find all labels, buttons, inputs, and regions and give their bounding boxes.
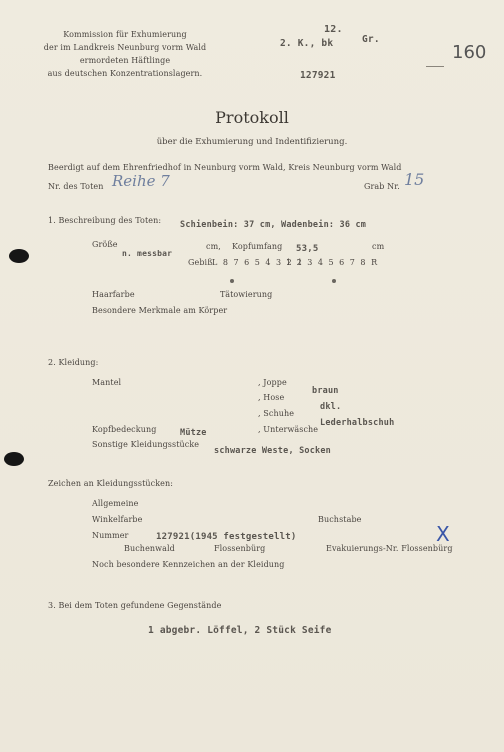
- nr-toten-value: Reihe 7: [112, 172, 170, 190]
- merkmale-label: Besondere Merkmale am Körper: [92, 306, 228, 315]
- tooth-mark-left: [230, 279, 234, 283]
- joppe-value: braun: [312, 386, 339, 396]
- taetowierung-label: Tätowierung: [220, 290, 273, 299]
- header-dash: [426, 66, 444, 67]
- grab-nr-label: Grab Nr.: [364, 182, 400, 191]
- groesse-value: n. messbar: [122, 249, 173, 258]
- page-title: Protokoll: [215, 108, 289, 127]
- typed-second-line: 2. K., bk: [280, 38, 334, 49]
- punch-hole-lower: [4, 452, 24, 466]
- section-3-heading: 3. Bei dem Toten gefundene Gegenstände: [48, 601, 222, 610]
- nr-toten-label: Nr. des Toten: [48, 182, 104, 191]
- winkelfarbe-label: Winkelfarbe: [92, 515, 143, 524]
- nummer-label: Nummer: [92, 531, 129, 540]
- kopfumfang-label: Kopfumfang: [232, 242, 283, 251]
- schuhe-value: Lederhalbschuh: [320, 418, 395, 428]
- gebiss-label: Gebiß: [188, 258, 213, 267]
- nummer-value: 127921(1945 festgestellt): [156, 532, 297, 542]
- typed-gr: Gr.: [362, 34, 380, 45]
- joppe-label: , Joppe: [258, 378, 287, 387]
- kopfbedeckung-value: Mütze: [180, 428, 207, 438]
- unterwaesche-label: , Unterwäsche: [258, 425, 319, 434]
- typed-top-number: 12.: [324, 24, 343, 35]
- schuhe-label: , Schuhe: [258, 409, 295, 418]
- besondere-kennzeichen-label: Noch besondere Kennzeichen an der Kleidung: [92, 560, 285, 569]
- grab-nr-value: 15: [404, 170, 425, 189]
- page-subtitle: über die Exhumierung und Indentifizierung.: [156, 137, 348, 147]
- hose-value: dkl.: [320, 402, 342, 412]
- burial-line: Beerdigt auf dem Ehrenfriedhof in Neunburg vorm Wald, Kreis Neunburg vorm Wald: [48, 163, 402, 172]
- gebiss-left: L 8 7 6 5 4 3 2 1: [212, 258, 304, 267]
- kopfbedeckung-label: Kopfbedeckung: [92, 425, 157, 434]
- cm-label-1: cm,: [206, 242, 221, 251]
- flossenbuerg-label: Flossenbürg: [214, 544, 266, 553]
- groesse-label: Größe: [92, 240, 118, 249]
- hose-label: , Hose: [258, 393, 285, 402]
- typed-prisoner-number: 127921: [300, 70, 336, 81]
- org-line-3: ermordeten Häftlinge: [79, 56, 171, 65]
- buchstabe-label: Buchstabe: [318, 515, 362, 524]
- found-items-value: 1 abgebr. Löffel, 2 Stück Seife: [148, 625, 332, 636]
- page-number: 160: [452, 42, 487, 63]
- zeichen-heading: Zeichen an Kleidungsstücken:: [48, 479, 174, 488]
- allgemeine-label: Allgemeine: [92, 499, 139, 508]
- punch-hole-upper: [9, 249, 29, 263]
- haarfarbe-label: Haarfarbe: [92, 290, 135, 299]
- buchenwald-label: Buchenwald: [124, 544, 175, 553]
- gebiss-right: 1 2 3 4 5 6 7 8 R: [286, 258, 379, 267]
- mantel-label: Mantel: [92, 378, 122, 387]
- cm-label-2: cm: [372, 242, 385, 251]
- sonstige-value: schwarze Weste, Socken: [214, 446, 331, 456]
- org-line-2: der im Landkreis Neunburg vorm Wald: [43, 43, 207, 52]
- evakuierungs-label: Evakuierungs-Nr. Flossenbürg: [326, 544, 453, 553]
- org-line-1: Kommission für Exhumierung: [63, 30, 187, 39]
- section-2-heading: 2. Kleidung:: [48, 358, 99, 367]
- evakuierung-x-mark: X: [436, 522, 450, 546]
- bone-measurements: Schienbein: 37 cm, Wadenbein: 36 cm: [180, 220, 367, 230]
- sonstige-label: Sonstige Kleidungsstücke: [92, 440, 200, 449]
- org-line-4: aus deutschen Konzentrationslagern.: [47, 69, 203, 78]
- kopfumfang-value: 53,5: [296, 244, 319, 254]
- section-1-heading: 1. Beschreibung des Toten:: [48, 216, 162, 225]
- tooth-mark-right: [332, 279, 336, 283]
